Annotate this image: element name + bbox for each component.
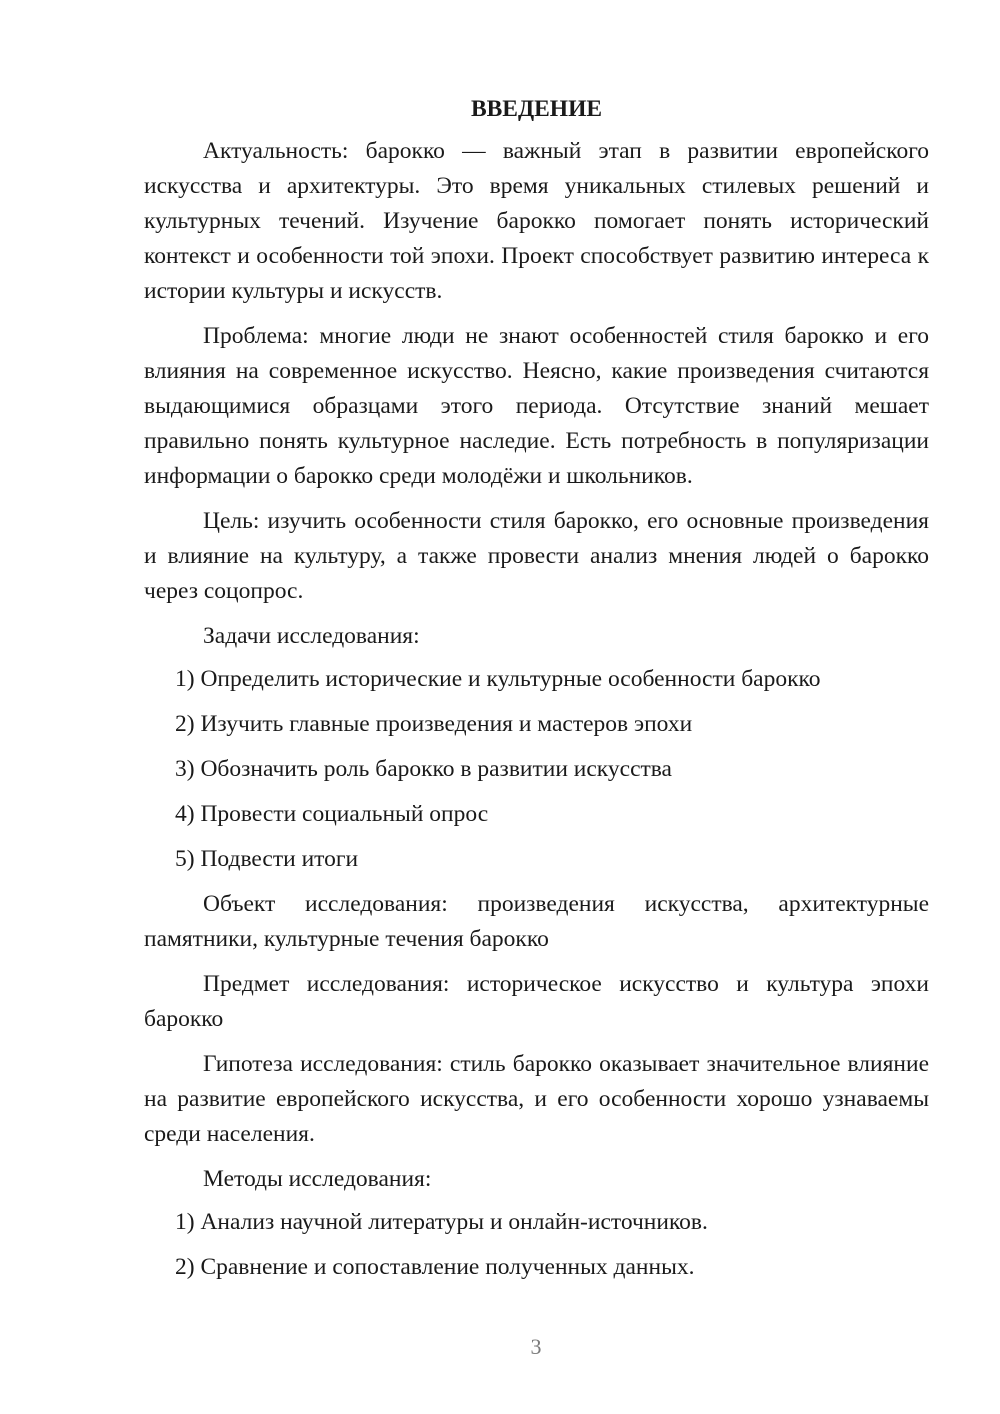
tasks-heading: Задачи исследования: bbox=[203, 623, 420, 649]
object-paragraph: Объект исследования: произведения искусства, архитектурные памятники, культурные течения барокко bbox=[144, 891, 929, 952]
goal-paragraph: Цель: изучить особенности стиля барокко, его основные произведения и влияние на культуру, а также провести анализ мнения людей о барокко через соцопрос. bbox=[144, 508, 929, 604]
list-item: 4) Провести социальный опрос bbox=[175, 801, 489, 827]
tasks-list bbox=[144, 662, 929, 877]
list-item: 2) Изучить главные произведения и мастеров эпохи bbox=[175, 711, 693, 737]
list-item: 1) Определить исторические и культурные особенности барокко bbox=[175, 666, 821, 692]
list-item: 5) Подвести итоги bbox=[175, 846, 359, 872]
hypothesis-paragraph: Гипотеза исследования: стиль барокко оказывает значительное влияние на развитие европейского искусства, и его особенности хорошо узнаваемы среди населения. bbox=[144, 1051, 929, 1147]
problem-paragraph: Проблема: многие люди не знают особенностей стиля барокко и его влияния на современное искусство. Неясно, какие произведения считаются выдающимися образцами этого периода. Отсутствие знаний мешает правильно понять культурное наследие. Есть потребность в популяризации информации о барокко среди молодёжи и школьников. bbox=[144, 323, 929, 489]
list-item: 3) Обозначить роль барокко в развитии искусства bbox=[175, 756, 672, 782]
section-title: ВВЕДЕНИЕ bbox=[470, 96, 603, 122]
methods-heading: Методы исследования: bbox=[203, 1166, 432, 1192]
page-content bbox=[144, 92, 929, 1295]
page-number: 3 bbox=[530, 1334, 542, 1359]
subject-paragraph: Предмет исследования: историческое искусство и культура эпохи барокко bbox=[144, 971, 929, 1032]
relevance-paragraph: Актуальность: барокко — важный этап в развитии европейского искусства и архитектуры. Это время уникальных стилевых решений и культурных течений. Изучение барокко помогает понять исторический контекст и особенности той эпохи. Проект способствует развитию интереса к истории культуры и искусств. bbox=[144, 138, 929, 304]
methods-list bbox=[144, 1205, 929, 1285]
list-item: 2) Сравнение и сопоставление полученных данных. bbox=[175, 1254, 695, 1280]
list-item: 1) Анализ научной литературы и онлайн-источников. bbox=[175, 1209, 708, 1235]
